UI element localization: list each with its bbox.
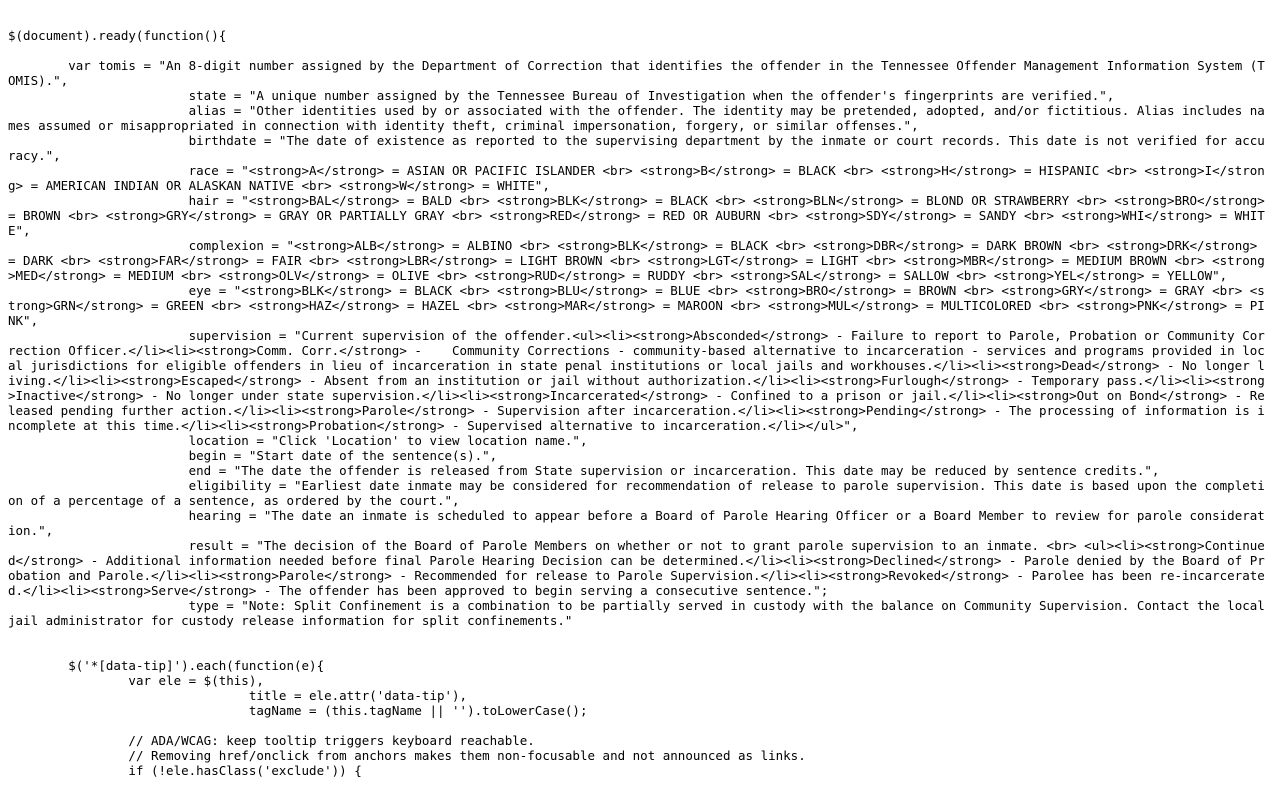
code-line: result = "The decision of the Board of Parole Members on whether or not to grant parole supervision to an inmate. <br> <ul><li><strong>Continued</strong> - Additional information needed before final Parole Hearing Decision can be determined.</li><li><strong>Declined</strong> - Parole denied by the Board of Probation and Parole.</li><li><strong>Parole</strong> - Recommended for release to Parole Supervision.</li><li><strong>Revoked</strong> - Parolee has been re-incarcerated.</li><li><strong>Serve</strong> - The offender has been approved to begin serving a consecutive sentence."; <box>8 538 1265 598</box>
code-line: hearing = "The date an inmate is scheduled to appear before a Board of Parole Hearing Officer or a Board Member to review for parole consideration.", <box>8 508 1265 538</box>
code-line: var ele = $(this), <box>8 673 264 688</box>
code-line: var tomis = "An 8-digit number assigned by the Department of Correction that identifies the offender in the Tennessee Offender Management Information System (TOMIS).", <box>8 58 1265 88</box>
code-line: state = "A unique number assigned by the Tennessee Bureau of Investigation when the offender's fingerprints are verified.", <box>8 88 1115 103</box>
code-line: eye = "<strong>BLK</strong> = BLACK <br> <strong>BLU</strong> = BLUE <br> <strong>BRO</strong> = BROWN <br> <strong>GRY</strong> = GRAY <br> <strong>GRN</strong> = GREEN <br> <strong>HAZ</strong> = HAZEL <br> <strong>MAR</strong> = MAROON <br> <strong>MUL</strong> = MULTICOLORED <br> <strong>PNK</strong> = PINK", <box>8 283 1265 328</box>
code-line: // Removing href/onclick from anchors makes them non-focusable and not announced as links. <box>8 748 806 763</box>
code-line: birthdate = "The date of existence as reported to the supervising department by the inmate or court records. This date is not verified for accuracy.", <box>8 133 1265 163</box>
code-line: if (!ele.hasClass('exclude')) { <box>8 763 362 778</box>
code-line: begin = "Start date of the sentence(s).", <box>8 448 498 463</box>
code-line: supervision = "Current supervision of the offender.<ul><li><strong>Absconded</strong> - Failure to report to Parole, Probation or Community Correction Officer.</li><li><strong>Comm. Corr.</strong> - Community Corrections - community-based alternative to incarceration - services and programs provided in local jurisdictions for eligible offenders in lieu of incarceration in state penal institutions or local jails and workhouses.</li><li><strong>Dead</strong> - No longer living.</li><li><strong>Escaped</strong> - Absent from an institution or jail without authorization.</li><li><strong>Furlough</strong> - Temporary pass.</li><li><strong>Inactive</strong> - No longer under state supervision.</li><li><strong>Incarcerated</strong> - Confined to a prison or jail.</li><li><strong>Out on Bond</strong> - Released pending further action.</li><li><strong>Parole</strong> - Supervision after incarceration.</li><li><strong>Pending</strong> - The processing of information is incomplete at this time.</li><li><strong>Probation</strong> - Supervised alternative to incarceration.</li></ul>", <box>8 328 1265 433</box>
code-line <box>8 643 1272 658</box>
code-line <box>8 43 1272 58</box>
code-line <box>8 628 1272 643</box>
code-line: end = "The date the offender is released from State supervision or incarceration. This date may be reduced by sentence credits.", <box>8 463 1160 478</box>
code-line: race = "<strong>A</strong> = ASIAN OR PACIFIC ISLANDER <br> <strong>B</strong> = BLACK <br> <strong>H</strong> = HISPANIC <br> <strong>I</strong> = AMERICAN INDIAN OR ALASKAN NATIVE <br> <strong>W</strong> = WHITE", <box>8 163 1265 193</box>
code-line: $(document).ready(function(){ <box>8 28 227 43</box>
code-line: location = "Click 'Location' to view location name.", <box>8 433 588 448</box>
code-line <box>8 718 1272 733</box>
code-line: type = "Note: Split Confinement is a combination to be partially served in custody with the balance on Community Supervision. Contact the local jail administrator for custody release information for split confinements." <box>8 598 1273 628</box>
code-line: $('*[data-tip]').each(function(e){ <box>8 658 325 673</box>
code-line: alias = "Other identities used by or associated with the offender. The identity may be pretended, adopted, and/or fictitious. Alias includes names assumed or misappropriated in connection with identity theft, criminal impersonation, forgery, or similar offenses.", <box>8 103 1265 133</box>
code-line: eligibility = "Earliest date inmate may be considered for recommendation of release to parole supervision. This date is based upon the completion of a percentage of a sentence, as ordered by the court.", <box>8 478 1265 508</box>
code-line: title = ele.attr('data-tip'), <box>8 688 468 703</box>
code-line: tagName = (this.tagName || '').toLowerCase(); <box>8 703 588 718</box>
code-line: complexion = "<strong>ALB</strong> = ALBINO <br> <strong>BLK</strong> = BLACK <br> <strong>DBR</strong> = DARK BROWN <br> <strong>DRK</strong> = DARK <br> <strong>FAR</strong> = FAIR <br> <strong>LBR</strong> = LIGHT BROWN <br> <strong>LGT</strong> = LIGHT <br> <strong>MBR</strong> = MEDIUM BROWN <br> <strong>MED</strong> = MEDIUM <br> <strong>OLV</strong> = OLIVE <br> <strong>RUD</strong> = RUDDY <br> <strong>SAL</strong> = SALLOW <br> <strong>YEL</strong> = YELLOW", <box>8 238 1265 283</box>
code-line: hair = "<strong>BAL</strong> = BALD <br> <strong>BLK</strong> = BLACK <br> <strong>BLN</strong> = BLOND OR STRAWBERRY <br> <strong>BRO</strong> = BROWN <br> <strong>GRY</strong> = GRAY OR PARTIALLY GRAY <br> <strong>RED</strong> = RED OR AUBURN <br> <strong>SDY</strong> = SANDY <br> <strong>WHI</strong> = WHITE", <box>8 193 1273 238</box>
code-line: // ADA/WCAG: keep tooltip triggers keyboard reachable. <box>8 733 535 748</box>
